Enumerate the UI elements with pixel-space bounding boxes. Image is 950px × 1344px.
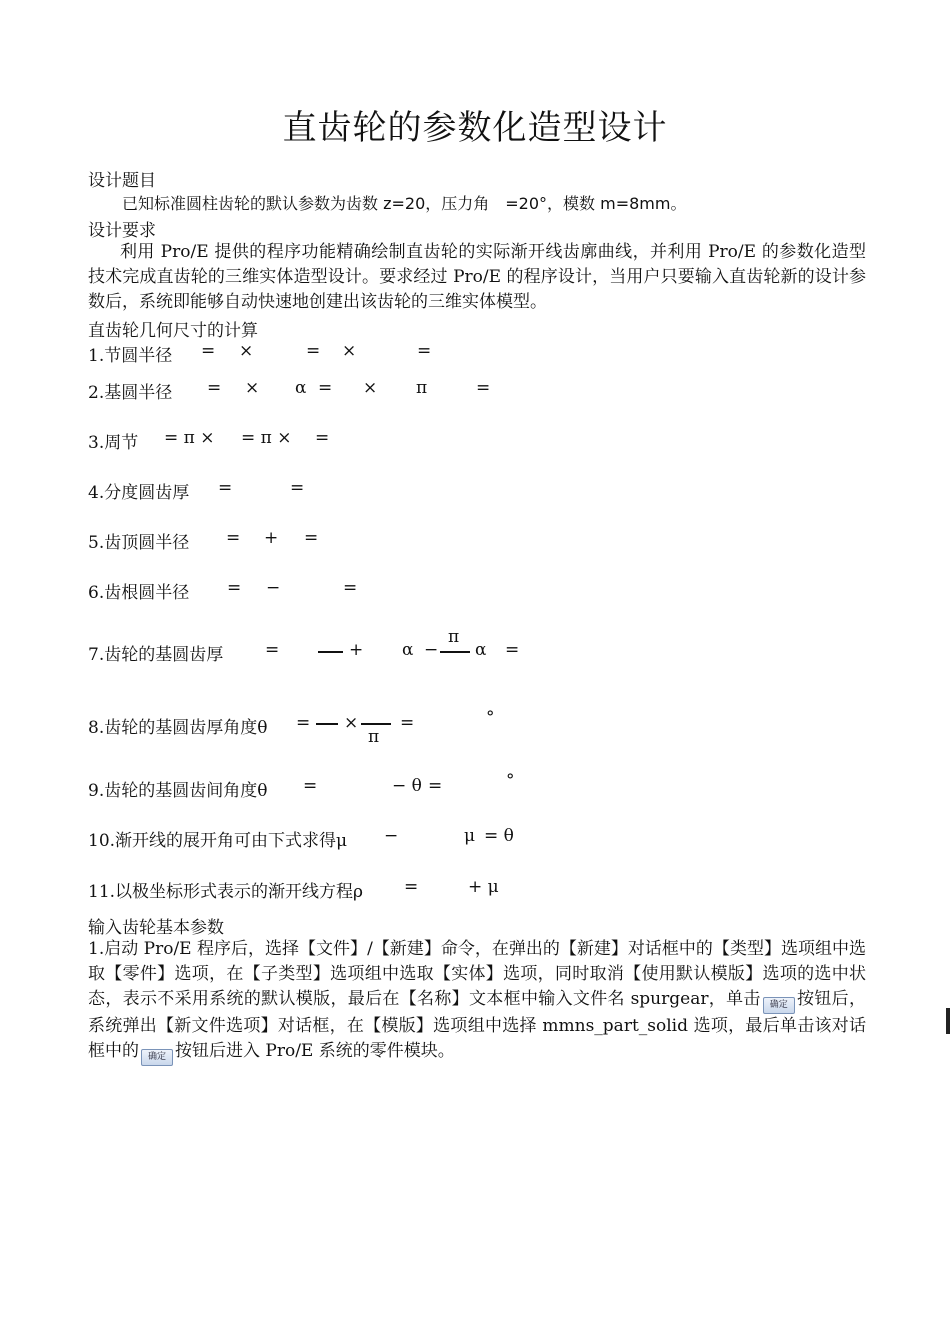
section-heading-requirements: 设计要求 bbox=[88, 221, 156, 241]
fraction-bar bbox=[361, 723, 391, 725]
formula-2-sym: α bbox=[295, 378, 307, 398]
formula-11-sym: + μ bbox=[468, 877, 499, 897]
input-text-part: 1.启动 Pro/E 程序后，选择【文件】/【新建】命令，在弹出的【新建】对话框中的【类型】选项组中选取【零件】选项，在【子类型】选项组中选取【实体】选项，同时取消【使用默认模版】选项的选中状态，表示不采用系统的默认模版，最后在【名称】文本框中输入文件名 spurgear，单击 bbox=[88, 939, 866, 1009]
formula-8-sym: × bbox=[344, 713, 359, 733]
formula-9-label: 9.齿轮的基圆齿间角度θ bbox=[88, 781, 268, 801]
formula-8-sym: ° bbox=[486, 708, 495, 728]
formula-3-sym: = π × bbox=[164, 428, 215, 448]
formula-2-label: 2.基圆半径 bbox=[88, 383, 173, 403]
formula-3-sym: = bbox=[315, 428, 330, 448]
formula-5-sym: + bbox=[264, 528, 279, 548]
formula-2-sym: = bbox=[318, 378, 333, 398]
section-heading-input: 输入齿轮基本参数 bbox=[88, 918, 224, 938]
formula-7-sym: = bbox=[265, 640, 280, 660]
formula-9-sym: = bbox=[428, 776, 443, 796]
document-title: 直齿轮的参数化造型设计 bbox=[282, 108, 668, 148]
formula-2-sym: = bbox=[476, 378, 491, 398]
formula-7-label: 7.齿轮的基圆齿厚 bbox=[88, 645, 224, 665]
formula-10-sym: = θ bbox=[484, 826, 514, 846]
formula-8-label: 8.齿轮的基圆齿厚角度θ bbox=[88, 718, 268, 738]
formula-10-label: 10.渐开线的展开角可由下式求得μ bbox=[88, 831, 348, 851]
formula-6-label: 6.齿根圆半径 bbox=[88, 583, 190, 603]
formula-6-sym: = bbox=[227, 578, 242, 598]
fraction-bar bbox=[316, 723, 338, 725]
formula-5-sym: = bbox=[304, 528, 319, 548]
input-text-part: 按钮后，系统弹出【新文件选项】对话框，在【模版】选项组中选择 mmns_part_solid 选项，最后单击该对话框中的 bbox=[88, 989, 867, 1061]
formula-2-sym: × bbox=[245, 378, 260, 398]
section-heading-calculation: 直齿轮几何尺寸的计算 bbox=[88, 321, 258, 341]
topic-text: 已知标准圆柱齿轮的默认参数为齿数 z=20，压力角 =20°，模数 m=8mm。 bbox=[122, 194, 687, 213]
formula-1-sym: × bbox=[342, 341, 357, 361]
formula-1-sym: = bbox=[201, 341, 216, 361]
requirements-paragraph: 利用 Pro/E 提供的程序功能精确绘制直齿轮的实际渐开线齿廓曲线，并利用 Pro/E 的参数化造型技术完成直齿轮的三维实体造型设计。要求经过 Pro/E 的程序设计，当用户只要输入直齿轮新的设计参数后，系统即能够自动快速地创建出该齿轮的三维实体模型。 bbox=[88, 242, 866, 312]
formula-8-sym: = bbox=[296, 713, 311, 733]
formula-4-sym: = bbox=[290, 478, 305, 498]
formula-9-sym: − θ bbox=[392, 776, 422, 796]
fraction-bar bbox=[440, 651, 470, 653]
page-edge-mark bbox=[946, 1008, 950, 1034]
formula-2-sym: × bbox=[363, 378, 378, 398]
formula-7-sym: + bbox=[349, 640, 364, 660]
formula-1-sym: = bbox=[417, 341, 432, 361]
ok-button[interactable]: 确定 bbox=[763, 997, 795, 1014]
formula-7-sym: = bbox=[505, 640, 520, 660]
formula-6-sym: = bbox=[343, 578, 358, 598]
formula-6-sym: − bbox=[266, 578, 281, 598]
formula-1-label: 1.节圆半径 bbox=[88, 346, 173, 366]
formula-5-label: 5.齿顶圆半径 bbox=[88, 533, 190, 553]
formula-1-sym: = bbox=[306, 341, 321, 361]
formula-5-sym: = bbox=[226, 528, 241, 548]
ok-button[interactable]: 确定 bbox=[141, 1049, 173, 1066]
formula-7-sym: α bbox=[475, 640, 487, 660]
formula-11-label: 11.以极坐标形式表示的渐开线方程ρ bbox=[88, 882, 364, 902]
formula-2-sym: = bbox=[207, 378, 222, 398]
formula-8-sym: π bbox=[368, 727, 380, 747]
formula-4-sym: = bbox=[218, 478, 233, 498]
formula-9-sym: = bbox=[303, 776, 318, 796]
formula-3-sym: = π × bbox=[241, 428, 292, 448]
formula-7-sym: − bbox=[424, 640, 439, 660]
formula-4-label: 4.分度圆齿厚 bbox=[88, 483, 190, 503]
input-paragraph bbox=[88, 937, 866, 1066]
formula-1-sym: × bbox=[239, 341, 254, 361]
formula-9-sym: ° bbox=[506, 771, 515, 791]
input-text-part: 按钮后进入 Pro/E 系统的零件模块。 bbox=[175, 1041, 455, 1061]
formula-7-sym: α bbox=[402, 640, 414, 660]
formula-2-sym: π bbox=[416, 378, 428, 398]
formula-3-label: 3.周节 bbox=[88, 433, 139, 453]
section-heading-topic: 设计题目 bbox=[88, 171, 156, 191]
formula-10-sym: − bbox=[384, 826, 399, 846]
formula-10-sym: μ bbox=[464, 826, 476, 846]
formula-8-sym: = bbox=[400, 713, 415, 733]
formula-11-sym: = bbox=[404, 877, 419, 897]
fraction-bar bbox=[318, 651, 343, 653]
formula-7-sym: π bbox=[448, 627, 460, 647]
